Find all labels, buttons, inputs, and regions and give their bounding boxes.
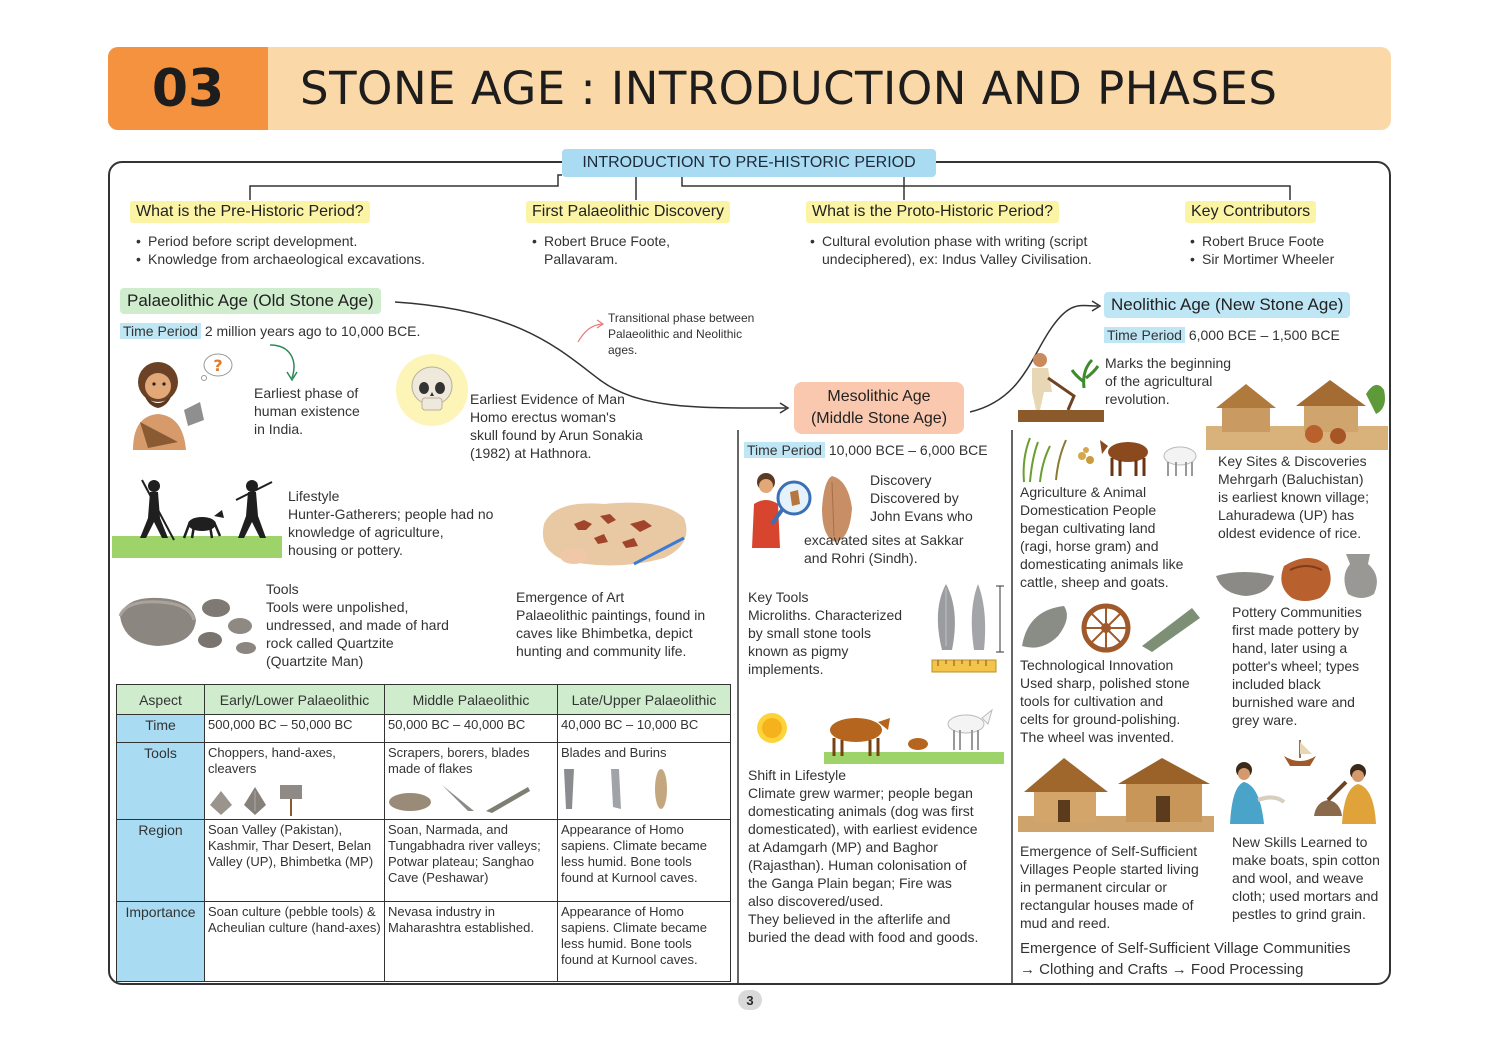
discovery-text: [870, 471, 973, 525]
table-cell: 500,000 BC – 50,000 BC: [205, 715, 385, 743]
table-cell: Blades and Burins: [561, 745, 667, 760]
beginning-line: of the agricultural: [1105, 373, 1213, 389]
skills-line: pestles to grind grain.: [1232, 906, 1366, 922]
table-header: Early/Lower Palaeolithic: [205, 685, 385, 715]
table-aspect: Tools: [117, 743, 205, 820]
polished-tools-wheel-icon: [1018, 602, 1204, 654]
neolithic-footer: [1020, 938, 1350, 980]
technology-line: The wheel was invented.: [1020, 729, 1175, 745]
key-tools-line: Microliths. Characterized: [748, 607, 903, 623]
crops-cattle-icon: [1016, 428, 1202, 484]
agriculture-line: began cultivating land: [1020, 520, 1156, 536]
technology-line: Technological Innovation: [1020, 657, 1174, 673]
table-cell: Nevasa industry in Maharashtra established.: [385, 902, 558, 982]
first-discovery-text: • Robert Bruce Foote, Pallavaram.: [532, 233, 671, 267]
shift-line: domesticating animals (dog was first: [748, 803, 974, 819]
protohistoric-text: • Cultural evolution phase with writing (script undeciphered), ex: Indus Valley Civilisation.: [810, 233, 1092, 267]
lifestyle-line: knowledge of agriculture,: [288, 524, 444, 540]
skills-line: cloth; used mortars and: [1232, 888, 1379, 904]
contributor-item: • Sir Mortimer Wheeler: [1188, 250, 1334, 268]
beginning-line: revolution.: [1105, 391, 1170, 407]
table-cell: Soan, Narmada, and Tungabhadra river valleys; Potwar plateau; Sanghao Cave (Peshawar): [385, 820, 558, 902]
page-number: 3: [738, 990, 762, 1010]
earliest-phase-line: in India.: [254, 421, 304, 437]
table-cell: Choppers, hand-axes, cleavers: [208, 745, 336, 776]
chapter-number: 03: [108, 47, 268, 130]
key-sites-text: [1218, 452, 1369, 542]
time-period-label: Time Period: [1104, 327, 1185, 343]
discovery-line: Discovered by: [870, 490, 959, 506]
prehistoric-points: [134, 232, 425, 268]
chopper-icon: [208, 789, 234, 817]
villages-line: Emergence of Self-Sufficient: [1020, 843, 1198, 859]
table-header: Aspect: [117, 685, 205, 715]
early-tools-icons: [208, 783, 381, 817]
table-aspect: Importance: [117, 902, 205, 982]
contributors-list: [1188, 232, 1334, 268]
footer-line: → Clothing and Crafts → Food Processing: [1020, 961, 1304, 978]
page-title: STONE AGE : INTRODUCTION AND PHASES: [300, 62, 1278, 115]
shift-line: domesticated), with earliest evidence: [748, 821, 978, 837]
bone-tool-icon: [653, 767, 669, 811]
village-huts-icon: [1206, 374, 1388, 450]
prehistoric-point: • Knowledge from archaeological excavations.: [134, 250, 425, 268]
prehistoric-point: • Period before script development.: [134, 232, 425, 250]
protohistoric-line: undeciphered), ex: Indus Valley Civilisation.: [822, 251, 1092, 267]
pottery-line: hand, later using a: [1232, 640, 1348, 656]
technology-line: tools for cultivation and: [1020, 693, 1164, 709]
table-header: Late/Upper Palaeolithic: [558, 685, 731, 715]
tools-line: (Quartzite Man): [266, 653, 364, 669]
evidence-text: [470, 390, 643, 462]
agriculture-line: (ragi, horse gram) and: [1020, 538, 1159, 554]
evidence-line: Earliest Evidence of Man: [470, 391, 625, 407]
agriculture-line: Agriculture & Animal: [1020, 484, 1147, 500]
table-cell: 50,000 BC – 40,000 BC: [385, 715, 558, 743]
burin-icon: [607, 767, 623, 811]
art-line: Palaeolithic paintings, found in: [516, 607, 706, 623]
shift-line: at Adamgarh (MP) and Baghor: [748, 839, 938, 855]
table-header: Middle Palaeolithic: [385, 685, 558, 715]
tools-line: Tools were unpolished,: [266, 599, 409, 615]
svg-text:?: ?: [213, 356, 223, 375]
mesolithic-time: [744, 441, 988, 459]
key-sites-line: oldest evidence of rice.: [1218, 525, 1362, 541]
mesolithic-heading: [794, 382, 964, 434]
pottery-text: [1232, 603, 1362, 729]
villages-text: [1020, 842, 1199, 932]
domestication-scene-icon: [754, 702, 1004, 764]
technology-text: [1020, 656, 1190, 746]
key-tools-line: Key Tools: [748, 589, 809, 605]
pottery-line: first made pottery by: [1232, 622, 1359, 638]
mud-houses-icon: [1018, 752, 1214, 832]
skills-text: [1232, 833, 1380, 923]
agriculture-line: cattle, sheep and goats.: [1020, 574, 1169, 590]
shift-line: (Rajasthan). Human colonisation of: [748, 857, 967, 873]
time-period-value: 2 million years ago to 10,000 BCE.: [204, 323, 421, 339]
time-period-label: Time Period: [744, 442, 825, 458]
art-text: [516, 588, 705, 660]
discovery-line: and Rohri (Sindh).: [804, 550, 918, 566]
protohistoric-heading: What is the Proto-Historic Period?: [806, 201, 1059, 223]
tools-line: rock called Quartzite: [266, 635, 394, 651]
scraper-icon: [388, 791, 432, 813]
neolithic-heading: Neolithic Age (New Stone Age): [1104, 292, 1350, 318]
microliths-icon: [928, 580, 1008, 680]
transitional-line: Transitional phase between: [608, 311, 755, 325]
title-banner: [108, 47, 1391, 130]
farmer-plough-icon: [1018, 348, 1104, 422]
middle-tools-icons: [388, 783, 554, 813]
agriculture-line: Domestication People: [1020, 502, 1157, 518]
first-discovery-heading: First Palaeolithic Discovery: [526, 201, 730, 223]
key-tools-text: [748, 588, 902, 678]
key-tools-line: known as pigmy: [748, 643, 849, 659]
discovery-line: Discovery: [870, 472, 932, 488]
table-cell: Soan culture (pebble tools) & Acheulian culture (hand-axes): [205, 902, 385, 982]
shift-line: also discovered/used.: [748, 893, 884, 909]
table-aspect: Time: [117, 715, 205, 743]
villages-line: in permanent circular or: [1020, 879, 1168, 895]
agriculture-line: domesticating animals like: [1020, 556, 1184, 572]
table-cell: Scrapers, borers, blades made of flakes: [388, 745, 530, 776]
mesolithic-heading-line: Mesolithic Age: [827, 388, 931, 405]
table-cell-tools-early: [205, 743, 385, 820]
boat-weaving-icon: [1224, 736, 1388, 832]
pottery-line: Pottery Communities: [1232, 604, 1362, 620]
neolithic-time: [1104, 326, 1340, 344]
earliest-phase-line: human existence: [254, 403, 360, 419]
transitional-line: Palaeolithic and Neolithic: [608, 327, 743, 341]
tools-text: [266, 580, 449, 670]
key-sites-line: Mehrgarh (Baluchistan): [1218, 471, 1364, 487]
tools-line: Tools: [266, 581, 299, 597]
stones-icon: [116, 586, 266, 658]
villages-line: mud and reed.: [1020, 915, 1111, 931]
key-tools-line: by small stone tools: [748, 625, 871, 641]
pottery-line: included black: [1232, 676, 1321, 692]
tools-line: undressed, and made of hard: [266, 617, 449, 633]
protohistoric-line: Cultural evolution phase with writing (script: [822, 233, 1088, 249]
lifestyle-text: [288, 487, 493, 559]
key-sites-line: Key Sites & Discoveries: [1218, 453, 1367, 469]
time-period-value: 6,000 BCE – 1,500 BCE: [1188, 327, 1340, 343]
evidence-line: skull found by Arun Sonakia: [470, 427, 643, 443]
shift-lifestyle-text: [748, 766, 978, 946]
villages-line: Villages People started living: [1020, 861, 1199, 877]
contributors-heading: Key Contributors: [1185, 201, 1316, 223]
villages-line: rectangular houses made of: [1020, 897, 1194, 913]
lifestyle-line: Hunter-Gatherers; people had no: [288, 506, 494, 522]
shift-line: Shift in Lifestyle: [748, 767, 847, 783]
skills-line: and wool, and weave: [1232, 870, 1364, 886]
table-cell: Soan Valley (Pakistan), Kashmir, Thar Desert, Belan Valley (UP), Bhimbetka (MP): [205, 820, 385, 902]
time-period-label: Time Period: [120, 323, 201, 339]
discovery-line: Pallavaram.: [544, 251, 618, 267]
lifestyle-line: Lifestyle: [288, 488, 340, 504]
shift-line: buried the dead with food and goods.: [748, 929, 979, 945]
earliest-phase-line: Earliest phase of: [254, 385, 359, 401]
pottery-line: potter's wheel; types: [1232, 658, 1360, 674]
technology-line: Used sharp, polished stone: [1020, 675, 1190, 691]
shift-line: Climate grew warmer; people began: [748, 785, 973, 801]
mesolithic-heading-line: (Middle Stone Age): [810, 410, 948, 427]
palaeolithic-table: [116, 684, 730, 980]
transitional-line: ages.: [608, 343, 638, 357]
table-cell: 40,000 BC – 10,000 BC: [558, 715, 731, 743]
art-line: Emergence of Art: [516, 589, 625, 605]
evidence-line: Homo erectus woman's: [470, 409, 616, 425]
cleaver-icon: [276, 783, 306, 817]
art-line: hunting and community life.: [516, 643, 687, 659]
evidence-line: (1982) at Hathnora.: [470, 445, 592, 461]
earliest-phase-text: [254, 384, 360, 438]
intro-tag: INTRODUCTION TO PRE-HISTORIC PERIOD: [562, 149, 936, 177]
agriculture-text: [1020, 483, 1183, 591]
late-tools-icons: [561, 767, 727, 811]
transitional-note: [608, 310, 754, 358]
key-sites-line: is earliest known village;: [1218, 489, 1369, 505]
hand-axe-icon: [242, 785, 268, 817]
key-sites-line: Lahuradewa (UP) has: [1218, 507, 1355, 523]
pottery-line: grey ware.: [1232, 712, 1298, 728]
shift-line: the Ganga Plain began; Fire was: [748, 875, 952, 891]
palaeolithic-time: [120, 322, 420, 340]
discovery-line: Robert Bruce Foote,: [544, 233, 671, 249]
palaeolithic-heading: Palaeolithic Age (Old Stone Age): [120, 288, 381, 314]
time-period-value: 10,000 BCE – 6,000 BCE: [828, 442, 988, 458]
borer-icon: [440, 783, 476, 813]
table-cell-tools-middle: [385, 743, 558, 820]
footer-line: Emergence of Self-Sufficient Village Communities: [1020, 940, 1351, 957]
blade-tool-icon: [561, 767, 577, 811]
prehistoric-heading: What is the Pre-Historic Period?: [130, 201, 370, 223]
discovery-text-cont: [804, 531, 964, 567]
pottery-line: burnished ware and: [1232, 694, 1355, 710]
table-cell: Appearance of Homo sapiens. Climate became less humid. Bone tools found at Kurnool caves.: [558, 902, 731, 982]
skills-line: make boats, spin cotton: [1232, 852, 1380, 868]
table-aspect: Region: [117, 820, 205, 902]
key-tools-line: implements.: [748, 661, 824, 677]
discovery-line: excavated sites at Sakkar: [804, 532, 964, 548]
contributor-item: • Robert Bruce Foote: [1188, 232, 1334, 250]
shift-line: They believed in the afterlife and: [748, 911, 951, 927]
cave-painting-icon: [534, 494, 696, 574]
lifestyle-line: housing or pottery.: [288, 542, 403, 558]
skull-icon: [394, 352, 470, 428]
discovery-line: John Evans who: [870, 508, 973, 524]
beginning-line: Marks the beginning: [1105, 355, 1232, 371]
thought-bubble-icon: [198, 352, 234, 382]
pottery-icon: [1214, 546, 1386, 602]
art-line: caves like Bhimbetka, depict: [516, 625, 693, 641]
table-cell: Appearance of Homo sapiens. Climate became less humid. Bone tools found at Kurnool caves.: [558, 820, 731, 902]
hunters-icon: [112, 470, 282, 558]
technology-line: celts for ground-polishing.: [1020, 711, 1181, 727]
skills-line: New Skills Learned to: [1232, 834, 1368, 850]
blade-icon: [484, 783, 532, 813]
table-cell-tools-late: [558, 743, 731, 820]
